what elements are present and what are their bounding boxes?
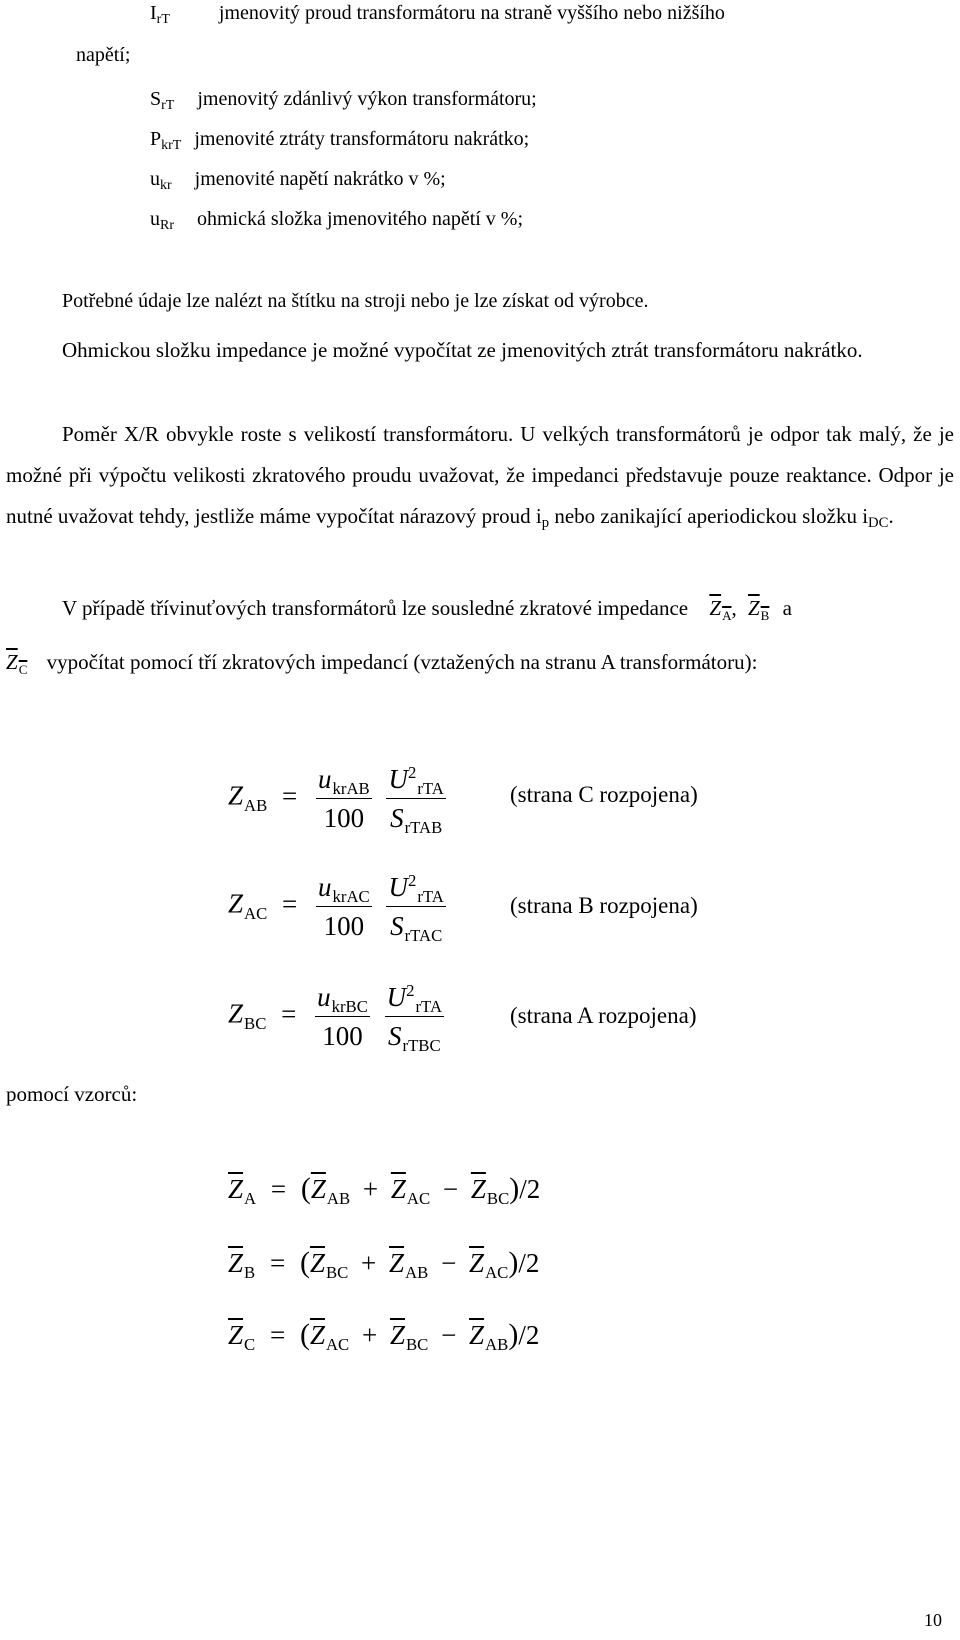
note-strana-b: (strana B rozpojena) <box>510 893 698 918</box>
equation-zab: $Z_{AB}$ = $\frac{u_{krAB}}{100}$ $\frac{U^2_{rTA}}{S_{rTAB}}$ <box>228 760 450 837</box>
pomoci-vzorcu: pomocí vzorců: <box>6 1082 138 1106</box>
def-urr-symbol: $u_{Rr}$ <box>150 208 174 233</box>
def-pkrt-symbol: $P_{krT}$ <box>150 128 182 153</box>
def-ukr-symbol: $u_{kr}$ <box>150 168 172 193</box>
def-srt <box>150 88 537 111</box>
def-srt-description: jmenovitý zdánlivý výkon transformátoru; <box>197 88 537 110</box>
paragraph-1: Potřebné údaje lze nalézt na štítku na stroji nebo je lze získat od výrobce. <box>62 290 649 312</box>
fraction-u-s: $\frac{U^2_{rTA}}{S_{rTBC}}$ <box>385 978 444 1055</box>
def-pkrt <box>150 128 529 151</box>
equation-zbc: $Z_{BC}$ = $\frac{u_{krBC}}{100}$ $\frac{U^2_{rTA}}{S_{rTBC}}$ <box>228 978 448 1055</box>
fraction-ukr: $\frac{u_{krAB}}{100}$ <box>316 760 372 837</box>
zb-symbol: $Z_B$ <box>747 596 770 623</box>
fraction-u-s: $\frac{U^2_{rTA}}{S_{rTAB}}$ <box>386 760 445 837</box>
def-irt-description: jmenovitý proud transformátoru na straně vyššího nebo nižšího <box>218 2 725 24</box>
def-urr <box>150 208 523 231</box>
def-srt-symbol: $S_{rT}$ <box>150 88 175 113</box>
formula-za: $\overline{Z}_A = (\overline{Z}_{AB} + \overline{Z}_{AC} - \overline{Z}_{BC})/2$ <box>228 1172 541 1208</box>
formula-zb: $\overline{Z}_B = (\overline{Z}_{BC} + \overline{Z}_{AB} - \overline{Z}_{AC})/2$ <box>228 1246 540 1282</box>
def-irt-continuation: napětí; <box>76 44 131 66</box>
za-symbol: $Z_A$ <box>709 596 732 623</box>
paragraph-2: Ohmickou složku impedance je možné vypočítat ze jmenovitých ztrát transformátoru nakrátko. <box>62 338 863 362</box>
def-irt-symbol: $I_{rT}$ <box>150 2 170 27</box>
zc-symbol: $Z_C$ <box>6 650 28 677</box>
def-ukr-description: jmenovité napětí nakrátko v %; <box>194 168 446 190</box>
def-urr-description: ohmická složka jmenovitého napětí v %; <box>197 208 524 230</box>
page-number: 10 <box>924 1610 942 1630</box>
paragraph-4-line-1: V případě třívinuťových transformátorů lze sousledné zkratové impedance $Z_A$, $Z_B$ a <box>62 596 792 623</box>
note-strana-c: (strana C rozpojena) <box>510 782 698 807</box>
note-strana-a: (strana A rozpojena) <box>510 1003 697 1028</box>
paragraph-4-line-2: $Z_C$ vypočítat pomocí tří zkratových impedancí (vztažených na stranu A transformátoru): <box>6 650 758 677</box>
formula-zc: $\overline{Z}_C = (\overline{Z}_{AC} + \overline{Z}_{BC} - \overline{Z}_{AB})/2$ <box>228 1318 540 1354</box>
def-pkrt-description: jmenovité ztráty transformátoru nakrátko; <box>194 128 530 150</box>
equation-zac: $Z_{AC}$ = $\frac{u_{krAC}}{100}$ $\frac{U^2_{rTA}}{S_{rTAC}}$ <box>228 868 450 945</box>
def-irt <box>150 2 725 25</box>
fraction-ukr: $\frac{u_{krBC}}{100}$ <box>315 978 370 1055</box>
fraction-ukr: $\frac{u_{krAC}}{100}$ <box>316 868 372 945</box>
def-ukr <box>150 168 446 191</box>
fraction-u-s: $\frac{U^2_{rTA}}{S_{rTAC}}$ <box>386 868 445 945</box>
paragraph-3: Poměr X/R obvykle roste s velikostí transformátoru. U velkých transformátorů je odpor tak malý, že je možné při výpočtu velikosti zkratového proudu uvažovat, že impedanci představuje pouze reaktance. Odpor je nutné uvažovat tehdy, jestliže máme vypočítat nárazový proud $i_p$ nebo zanikající aperiodickou složku $i_{DC}$. <box>6 422 954 532</box>
